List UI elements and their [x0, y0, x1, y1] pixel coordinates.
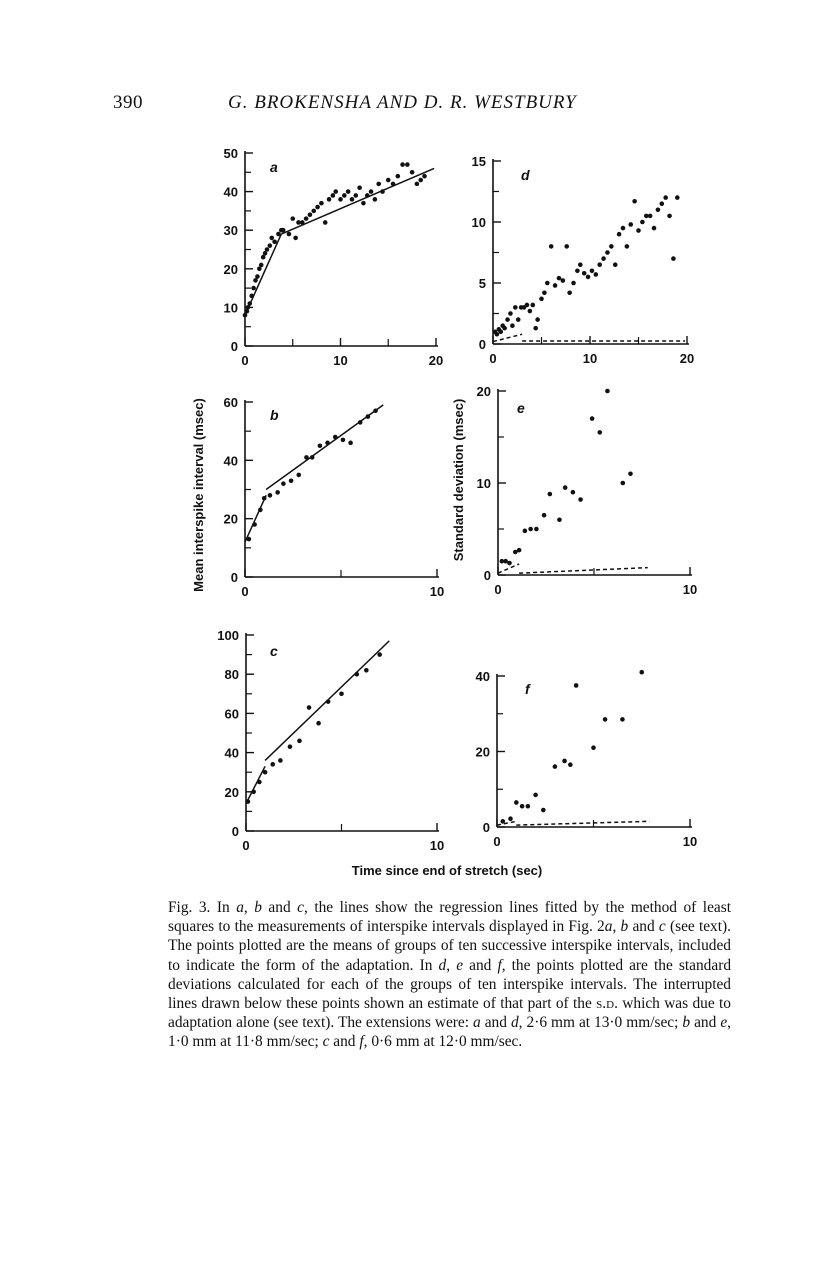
data-point: [278, 758, 283, 763]
data-point: [564, 244, 569, 249]
data-point: [571, 490, 576, 495]
data-point: [632, 199, 637, 204]
data-point: [418, 178, 423, 183]
data-point: [325, 441, 330, 446]
y-axis-title-left: Mean interspike interval (msec): [191, 398, 206, 592]
panel-c: [217, 628, 444, 853]
data-point: [601, 256, 606, 261]
x-tick-label: 0: [242, 838, 250, 853]
data-point: [319, 201, 324, 206]
x-tick-label: 10: [429, 584, 445, 599]
data-point: [323, 220, 328, 225]
data-point: [516, 317, 521, 322]
data-point: [656, 208, 661, 213]
panel-letter: b: [270, 407, 279, 423]
data-point: [640, 220, 645, 225]
data-point: [346, 189, 351, 194]
data-point: [613, 262, 618, 267]
data-point: [528, 309, 533, 314]
data-point: [562, 759, 567, 764]
data-point: [578, 497, 583, 502]
data-point: [561, 278, 566, 283]
data-point: [422, 174, 427, 179]
data-point: [586, 275, 591, 280]
y-tick-label: 0: [230, 339, 238, 354]
data-point: [523, 529, 528, 534]
data-point: [281, 481, 286, 486]
data-point: [505, 317, 510, 322]
caption-panel-ref: e: [720, 1014, 728, 1032]
estimate-line: [519, 568, 648, 574]
data-point: [567, 290, 572, 295]
y-tick-label: 80: [224, 667, 239, 683]
y-tick-label: 100: [217, 628, 239, 643]
x-tick-label: 0: [489, 351, 497, 366]
data-point: [258, 508, 263, 513]
data-point: [597, 430, 602, 435]
data-point: [590, 416, 595, 421]
data-point: [365, 193, 370, 198]
caption-text: and: [480, 1014, 511, 1032]
x-tick-label: 10: [682, 834, 698, 849]
y-axis-title-right: Standard deviation (msec): [451, 398, 466, 562]
data-point: [533, 793, 538, 798]
y-tick-label: 20: [476, 384, 491, 399]
caption-panel-ref: e: [456, 956, 464, 974]
data-point: [591, 745, 596, 750]
data-point: [541, 808, 546, 813]
running-head: G. BROKENSHA AND D. R. WESTBURY: [228, 92, 577, 113]
data-point: [620, 717, 625, 722]
x-tick-label: 0: [493, 834, 501, 849]
panel-b: [224, 395, 445, 599]
caption-panel-ref: d: [438, 956, 447, 974]
data-point: [268, 493, 273, 498]
data-point: [252, 522, 257, 527]
data-point: [326, 699, 331, 704]
data-point: [315, 205, 320, 210]
y-tick-label: 40: [223, 184, 238, 200]
data-point: [249, 294, 254, 299]
data-point: [625, 244, 630, 249]
y-tick-label: 0: [478, 337, 486, 352]
data-point: [535, 317, 540, 322]
data-point: [652, 226, 657, 231]
data-point: [526, 804, 531, 809]
caption-abbrev: s.d.: [596, 995, 618, 1013]
data-point: [348, 441, 353, 446]
data-point: [513, 305, 518, 310]
data-point: [296, 473, 301, 478]
data-point: [290, 216, 295, 221]
data-point: [262, 496, 267, 501]
caption-text: which was due to adaptation alone (see text). The extensions were:: [168, 995, 731, 1032]
y-tick-label: 0: [483, 568, 491, 583]
data-point: [605, 389, 610, 394]
data-point: [675, 195, 680, 200]
data-point: [667, 214, 672, 219]
y-tick-label: 20: [224, 784, 239, 800]
data-point: [289, 478, 294, 483]
data-point: [377, 652, 382, 657]
caption-panel-ref: a: [236, 899, 244, 916]
estimate-line: [497, 821, 516, 825]
data-point: [508, 311, 513, 316]
caption-panel-ref: c: [322, 1033, 330, 1051]
data-point: [568, 762, 573, 767]
caption-panel-ref: f: [497, 956, 502, 974]
page-number: 390: [113, 92, 143, 113]
y-tick-label: 10: [223, 300, 238, 316]
y-tick-label: 40: [224, 745, 239, 761]
data-point: [391, 182, 396, 187]
caption-text: and: [329, 1033, 360, 1051]
x-tick-label: 0: [494, 582, 502, 597]
data-point: [386, 178, 391, 183]
data-point: [530, 303, 535, 308]
data-point: [297, 739, 302, 744]
data-point: [639, 670, 644, 675]
panel-letter: d: [521, 167, 530, 183]
data-point: [304, 455, 309, 460]
data-point: [272, 239, 277, 244]
caption-text: (see text). The points plotted are the means of groups of ten successive interspike intervals, included to indicate the form of the adaptation. In: [168, 918, 732, 974]
data-point: [333, 435, 338, 440]
data-point: [508, 816, 513, 821]
caption-panel-ref: c: [297, 899, 304, 916]
caption-text: , the lines show the regression lines fitted by the method of least squares to the measurements of interspike intervals displayed in Fig. 2: [168, 899, 731, 936]
data-point: [563, 485, 568, 490]
data-point: [510, 323, 515, 328]
caption-panel-ref: b: [254, 899, 262, 916]
caption-text: ,: [446, 956, 457, 974]
caption-panel-ref: a: [604, 918, 613, 936]
data-point: [376, 182, 381, 187]
x-tick-label: 10: [582, 351, 598, 366]
data-point: [373, 408, 378, 413]
data-point: [396, 174, 401, 179]
data-point: [380, 189, 385, 194]
caption-panel-ref: d: [510, 1014, 519, 1032]
data-point: [268, 243, 273, 248]
panel-letter: a: [270, 159, 278, 175]
data-point: [553, 283, 558, 288]
caption-text: , the points plotted are the standard deviations calculated for each of the groups of ten interspike intervals. The interrupted lines drawn below these points shown an estimate of that part of the: [168, 956, 732, 1013]
caption-panel-ref: b: [682, 1014, 691, 1032]
caption-panel-ref: b: [620, 918, 629, 936]
data-point: [341, 438, 346, 443]
data-point: [597, 262, 602, 267]
data-point: [366, 414, 371, 419]
data-point: [259, 263, 264, 268]
data-point: [671, 256, 676, 261]
data-point: [410, 170, 415, 175]
data-point: [545, 281, 550, 286]
caption-text: , 0·6 mm at 12·0 mm/sec.: [363, 1033, 523, 1051]
data-point: [316, 721, 321, 726]
panel-e: [477, 384, 698, 597]
y-tick-label: 0: [230, 570, 238, 585]
caption-panel-ref: c: [658, 918, 666, 936]
data-point: [304, 216, 309, 221]
data-point: [400, 162, 405, 167]
caption-text: and: [628, 918, 659, 936]
data-point: [307, 705, 312, 710]
x-tick-label: 10: [682, 582, 698, 597]
data-point: [539, 297, 544, 302]
data-point: [533, 326, 538, 331]
y-tick-label: 60: [223, 395, 238, 410]
data-point: [621, 481, 626, 486]
data-point: [617, 232, 622, 237]
y-tick-label: 20: [223, 261, 238, 277]
data-point: [281, 228, 286, 233]
caption-text: , 1·0 mm at 11·8 mm/sec;: [168, 1014, 732, 1051]
y-tick-label: 10: [471, 215, 486, 230]
data-point: [498, 330, 503, 335]
data-point: [364, 668, 369, 673]
data-point: [246, 799, 251, 804]
data-point: [578, 262, 583, 267]
regression-line: [266, 405, 383, 490]
data-point: [663, 195, 668, 200]
panel-letter: f: [525, 681, 530, 697]
data-point: [605, 250, 610, 255]
data-point: [542, 513, 547, 518]
panel-letter: c: [270, 643, 278, 659]
data-point: [621, 226, 626, 231]
data-point: [500, 819, 505, 824]
y-tick-label: 50: [223, 146, 238, 161]
data-point: [514, 800, 519, 805]
data-point: [594, 272, 599, 277]
data-point: [333, 189, 338, 194]
caption-panel-ref: f: [359, 1033, 364, 1051]
y-tick-label: 20: [223, 511, 238, 527]
caption-fig-label: Fig. 3.: [168, 899, 211, 916]
data-point: [318, 443, 323, 448]
data-point: [269, 236, 274, 241]
data-point: [495, 332, 500, 337]
data-point: [517, 548, 522, 553]
caption-text: and: [463, 956, 498, 974]
x-tick-label: 20: [428, 353, 444, 368]
data-point: [415, 182, 420, 187]
caption-text: , 2·6 mm at 13·0 mm/sec;: [518, 1014, 683, 1032]
data-point: [338, 197, 343, 202]
data-point: [251, 790, 256, 795]
data-point: [255, 274, 260, 279]
x-tick-label: 20: [679, 351, 695, 366]
data-point: [276, 232, 281, 237]
caption-text: and: [261, 899, 298, 916]
y-tick-label: 10: [476, 476, 491, 491]
data-point: [603, 717, 608, 722]
y-tick-label: 40: [475, 669, 490, 684]
caption-text: In: [210, 899, 237, 916]
data-point: [659, 201, 664, 206]
data-point: [590, 269, 595, 274]
panel-f: [476, 669, 698, 849]
data-point: [528, 527, 533, 532]
data-point: [358, 420, 363, 425]
data-point: [648, 214, 653, 219]
data-point: [357, 185, 362, 190]
y-tick-label: 0: [231, 824, 239, 839]
caption-text: ,: [612, 918, 621, 936]
data-point: [553, 764, 558, 769]
data-point: [300, 220, 305, 225]
data-point: [571, 281, 576, 286]
data-point: [574, 683, 579, 688]
x-tick-label: 10: [333, 353, 348, 368]
data-point: [369, 189, 374, 194]
data-point: [557, 518, 562, 523]
data-point: [339, 692, 344, 697]
data-point: [288, 744, 293, 749]
data-point: [507, 561, 512, 566]
data-point: [405, 162, 410, 167]
data-point: [257, 780, 262, 785]
data-point: [251, 286, 256, 291]
data-point: [628, 222, 633, 227]
x-tick-label: 0: [241, 353, 249, 368]
x-tick-label: 10: [429, 838, 445, 853]
data-point: [245, 309, 250, 314]
data-point: [520, 804, 525, 809]
panel-letter: e: [517, 400, 525, 416]
data-point: [548, 492, 553, 497]
data-point: [361, 201, 366, 206]
data-point: [327, 197, 332, 202]
data-point: [636, 228, 641, 233]
data-point: [263, 770, 268, 775]
caption-text: ,: [243, 899, 255, 916]
data-point: [308, 212, 313, 217]
data-point: [628, 472, 633, 477]
data-point: [354, 672, 359, 677]
y-tick-label: 15: [471, 154, 486, 169]
data-point: [534, 527, 539, 532]
data-point: [287, 232, 292, 237]
data-point: [542, 290, 547, 295]
figure-caption: [168, 898, 731, 1052]
panel-a: [224, 146, 444, 368]
data-point: [582, 271, 587, 276]
y-tick-label: 40: [223, 453, 238, 469]
caption-text: and: [690, 1014, 721, 1032]
data-point: [270, 762, 275, 767]
data-point: [293, 236, 298, 241]
x-tick-label: 0: [241, 584, 249, 599]
data-point: [557, 276, 562, 281]
data-point: [311, 209, 316, 214]
data-point: [265, 247, 270, 252]
data-point: [609, 244, 614, 249]
y-tick-label: 5: [478, 276, 486, 291]
data-point: [342, 193, 347, 198]
panel-d: [472, 154, 695, 366]
caption-panel-ref: a: [473, 1014, 481, 1032]
y-tick-label: 60: [224, 706, 239, 722]
data-point: [373, 197, 378, 202]
data-point: [353, 193, 358, 198]
data-point: [502, 326, 507, 331]
data-point: [350, 197, 355, 202]
y-tick-label: 20: [475, 744, 490, 760]
data-point: [247, 301, 252, 306]
y-tick-label: 30: [223, 223, 238, 239]
data-point: [331, 193, 336, 198]
y-tick-label: 0: [482, 820, 490, 835]
x-axis-title: Time since end of stretch (sec): [351, 863, 543, 878]
data-point: [549, 244, 554, 249]
data-point: [575, 269, 580, 274]
estimate-line: [498, 564, 519, 573]
estimate-line: [516, 821, 649, 825]
regression-line: [281, 168, 434, 234]
data-point: [247, 537, 252, 542]
data-point: [525, 303, 530, 308]
data-point: [310, 455, 315, 460]
data-point: [275, 490, 280, 495]
